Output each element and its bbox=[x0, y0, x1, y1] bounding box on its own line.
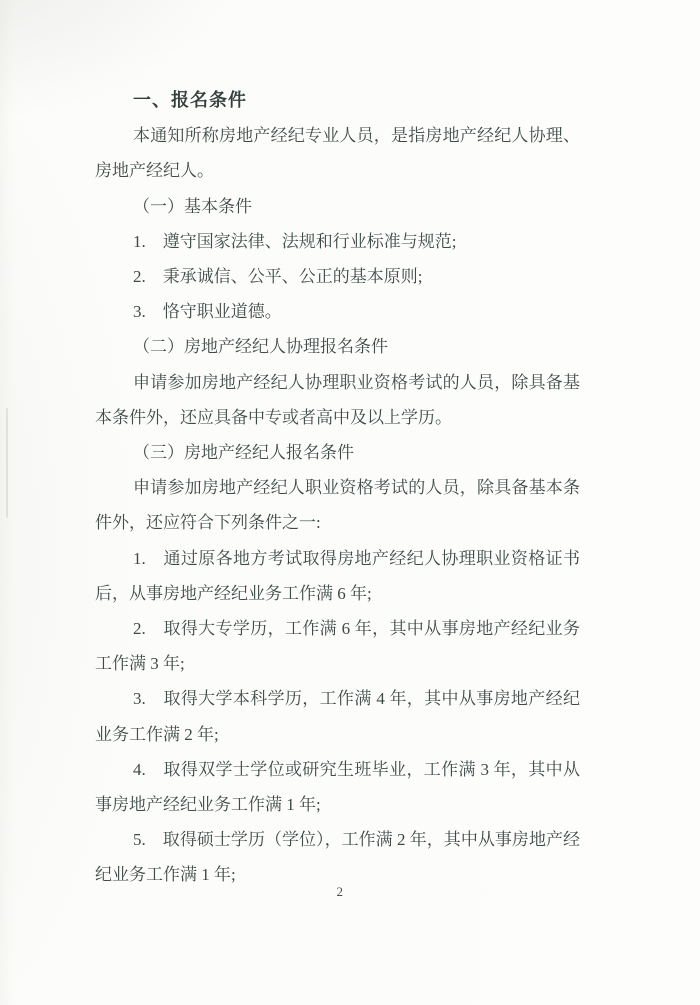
list-item-1: 1. 遵守国家法律、法规和行业标准与规范; bbox=[133, 231, 457, 251]
paragraph-assistant-agent: 申请参加房地产经纪人协理职业资格考试的人员，除具备基本条件外，还应具备中专或者高中及以上学历。 bbox=[95, 372, 580, 427]
agent-condition-5: 5. 取得硕士学历（学位），工作满 2 年，其中从事房地产经纪业务工作满 1 年; bbox=[95, 830, 580, 885]
list-item-2: 2. 秉承诚信、公平、公正的基本原则; bbox=[133, 267, 423, 287]
agent-condition-3: 3. 取得大学本科学历，工作满 4 年，其中从事房地产经纪业务工作满 2 年; bbox=[95, 689, 580, 744]
section-heading: 一、报名条件 bbox=[133, 90, 247, 110]
agent-condition-4: 4. 取得双学士学位或研究生班毕业，工作满 3 年，其中从事房地产经纪业务工作满 1 年; bbox=[95, 759, 580, 815]
subsection-heading-basic-conditions: （一）基本条件 bbox=[133, 196, 252, 216]
list-item-3: 3. 恪守职业道德。 bbox=[133, 302, 282, 322]
subsection-heading-agent: （三）房地产经纪人报名条件 bbox=[133, 443, 354, 463]
agent-condition-1: 1. 通过原各地方考试取得房地产经纪人协理职业资格证书后，从事房地产经纪业务工作满 6 年; bbox=[95, 548, 580, 603]
page-number: 2 bbox=[336, 884, 344, 899]
paragraph-intro: 本通知所称房地产经纪专业人员，是指房地产经纪人协理、房地产经纪人。 bbox=[95, 126, 580, 181]
subsection-heading-assistant-agent: （二）房地产经纪人协理报名条件 bbox=[133, 337, 388, 357]
paragraph-agent: 申请参加房地产经纪人职业资格考试的人员，除具备基本条件外，还应符合下列条件之一: bbox=[95, 478, 580, 533]
agent-condition-2: 2. 取得大专学历，工作满 6 年，其中从事房地产经纪业务工作满 3 年; bbox=[95, 619, 580, 674]
document-body bbox=[95, 83, 580, 893]
